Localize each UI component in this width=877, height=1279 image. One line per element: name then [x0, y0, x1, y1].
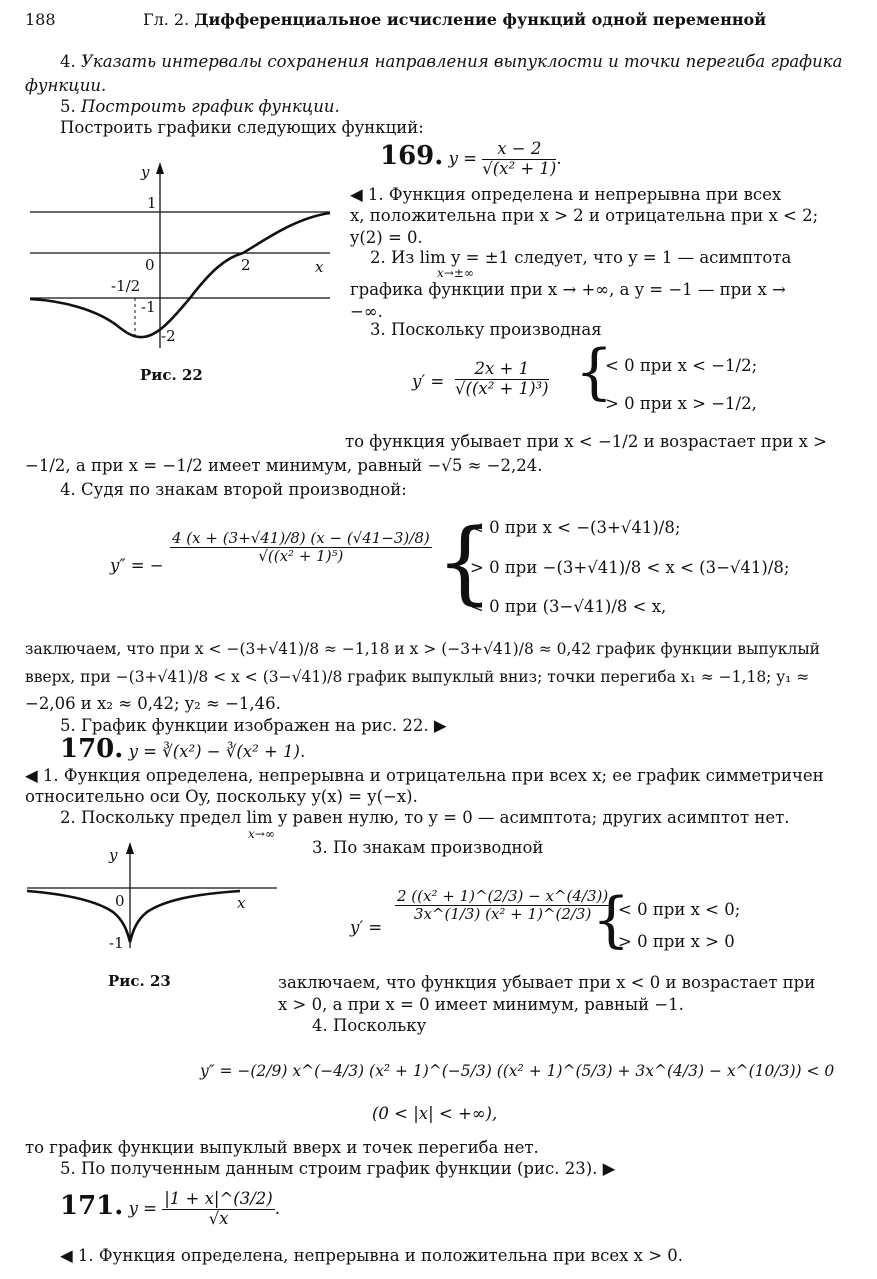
p169-d2-frac: $\frac{4 (x + (3+√41)/8) (x - (√41-3)/8)}{\text{√((x² + 1)⁵)}}$ — [172, 529, 430, 566]
p169-deriv-frac: $\frac{2x + 1}{\text{√((x² + 1)³)}}$ — [455, 359, 549, 398]
fig22-tick-2: 2 — [241, 256, 251, 274]
fig23-x-label: x — [237, 894, 246, 912]
page-number: 188 — [25, 10, 56, 29]
p170-line7: 4. Поскольку — [312, 1016, 427, 1035]
p170-formula: 170. y = ∛(x²) − ∛(x² + 1). — [60, 734, 306, 764]
p170-deriv-frac: $\frac{\text{2 ((x² + 1)\textasciicircum{}(2/3) − x\textasciicircum{}(4/3))}}{\text{3x\textasciicircum{}(1/3) (x² + 1)\textasciicircum{}(2/3)}}$ — [397, 887, 609, 924]
fig23-y-label: y — [109, 846, 118, 864]
fig23-tick-0: 0 — [115, 892, 125, 910]
fig22-tick-m2: -2 — [161, 327, 176, 345]
p170-line1: ◀ 1. Функция определена, непрерывна и отрицательна при всех x; ее график симметричен — [25, 766, 824, 785]
p169-lim-sub: x→±∞ — [437, 266, 474, 280]
p170-deriv-lhs: y′ = — [350, 918, 383, 937]
p170-number: 170. — [60, 734, 124, 764]
p170-line3: 2. Поскольку предел lim y равен нулю, то y = 0 — асимптота; других асимптот нет. — [60, 808, 790, 827]
intro-step4: 4. Указать интервалы сохранения направления выпуклости и точки перегиба графика — [60, 52, 843, 71]
p170-line2: относительно оси Oy, поскольку y(x) = y(−x). — [25, 787, 418, 806]
p169-deriv-lhs: y′ = — [412, 372, 445, 391]
p169-line2: x, положительна при x > 2 и отрицательна при x < 2; — [350, 206, 819, 225]
fig22-x-label: x — [315, 258, 324, 276]
figure-22 — [25, 160, 345, 360]
p170-d2: y″ = −(2/9) x^(−4/3) (x² + 1)^(−5/3) ((x² + 1)^(5/3) + 3x^(4/3) − x^(10/3)) < 0 — [200, 1062, 835, 1080]
chapter-title: Дифференциальное исчисление функций одной переменной — [194, 10, 767, 29]
p169-d2-case3: < 0 при (3−√41)/8 < x, — [470, 597, 667, 616]
p170-case1: < 0 при x < 0; — [618, 900, 741, 919]
p169-line13: −2,06 и x₂ ≈ 0,42; y₂ ≈ −1,46. — [25, 694, 281, 713]
p171-number: 171. — [60, 1190, 124, 1221]
p169-line4: 2. Из lim y = ±1 следует, что y = 1 — асимптота — [370, 248, 792, 267]
p170-line4: 3. По знакам производной — [312, 838, 544, 857]
y-arrow — [156, 162, 164, 174]
p169-number: 169. — [380, 140, 444, 171]
graph-curve — [27, 891, 240, 942]
p170-brace: { — [592, 885, 631, 955]
fig23-tick-m1: -1 — [109, 934, 124, 952]
intro-task: Построить графики следующих функций: — [60, 118, 424, 137]
p170-case2: > 0 при x > 0 — [618, 932, 735, 951]
y-arrow — [126, 842, 134, 854]
fig22-y-label: y — [141, 163, 150, 181]
fig23-caption: Рис. 23 — [108, 972, 171, 990]
p170-line6: x > 0, а при x = 0 имеет минимум, равный −1. — [278, 995, 684, 1014]
p170-d2-cond: (0 < |x| < +∞), — [372, 1104, 498, 1123]
p169-line5: графика функции при x → +∞, а y = −1 — при x → — [350, 280, 786, 299]
p170-line5: заключаем, что функция убывает при x < 0 и возрастает при — [278, 973, 816, 992]
p169-line8: то функция убывает при x < −1/2 и возрастает при x > — [345, 432, 827, 451]
p171-line1: ◀ 1. Функция определена, непрерывна и положительна при всех x > 0. — [60, 1246, 684, 1265]
p169-d2-case1: < 0 при x < −(3+√41)/8; — [470, 518, 681, 537]
p169-line11: заключаем, что при x < −(3+√41)/8 ≈ −1,18 и x > (−3+√41)/8 ≈ 0,42 график функции выпуклый — [25, 640, 820, 658]
p169-line7: 3. Поскольку производная — [370, 320, 602, 339]
fig22-caption: Рис. 22 — [140, 366, 203, 384]
p170-line9: 5. По полученным данным строим график функции (рис. 23). ▶ — [60, 1159, 616, 1178]
p169-case1: < 0 при x < −1/2; — [605, 356, 758, 375]
p169-line10: 4. Судя по знакам второй производной: — [60, 480, 407, 499]
p169-brace: { — [575, 337, 614, 407]
fig22-tick-1: 1 — [147, 194, 157, 212]
p169-case2: > 0 при x > −1/2, — [605, 394, 757, 413]
p169-d2-lhs: y″ = − — [110, 556, 164, 575]
p169-line12: вверх, при −(3+√41)/8 < x < (3−√41)/8 график выпуклый вниз; точки перегиба x₁ ≈ −1,18; y₁ ≈ — [25, 668, 810, 686]
graph-curve — [30, 213, 330, 337]
p169-d2-brace: { — [436, 510, 494, 615]
p169-formula: 169. y = $\frac{x - 2}{\text{√(x² + 1)}}$ . — [380, 139, 562, 178]
fig22-tick-m12: -1/2 — [111, 277, 141, 295]
p169-line1: ◀ 1. Функция определена и непрерывна при всех — [350, 185, 782, 204]
p169-line3: y(2) = 0. — [350, 228, 423, 247]
running-header — [143, 10, 766, 29]
intro-step5: 5. Построить график функции. — [60, 97, 340, 116]
p170-line8: то график функции выпуклый вверх и точек перегиба нет. — [25, 1138, 539, 1157]
p170-lim-sub: x→∞ — [248, 827, 275, 841]
p169-d2-case2: > 0 при −(3+√41)/8 < x < (3−√41)/8; — [470, 558, 790, 577]
p169-line9: −1/2, а при x = −1/2 имеет минимум, равный −√5 ≈ −2,24. — [25, 456, 543, 475]
intro-step4-cont: функции. — [25, 76, 107, 95]
p169-line6: −∞. — [350, 302, 383, 321]
chapter-label: Гл. 2. — [143, 10, 190, 29]
p169-line14: 5. График функции изображен на рис. 22. ▶ — [60, 716, 447, 735]
figure-23 — [25, 838, 285, 953]
fig22-tick-0: 0 — [145, 256, 155, 274]
p171-formula: 171. y = $\frac{|1 + x|\^{}(3/2)}{√x}$ . — [60, 1189, 280, 1228]
fig22-tick-m1: -1 — [141, 298, 156, 316]
